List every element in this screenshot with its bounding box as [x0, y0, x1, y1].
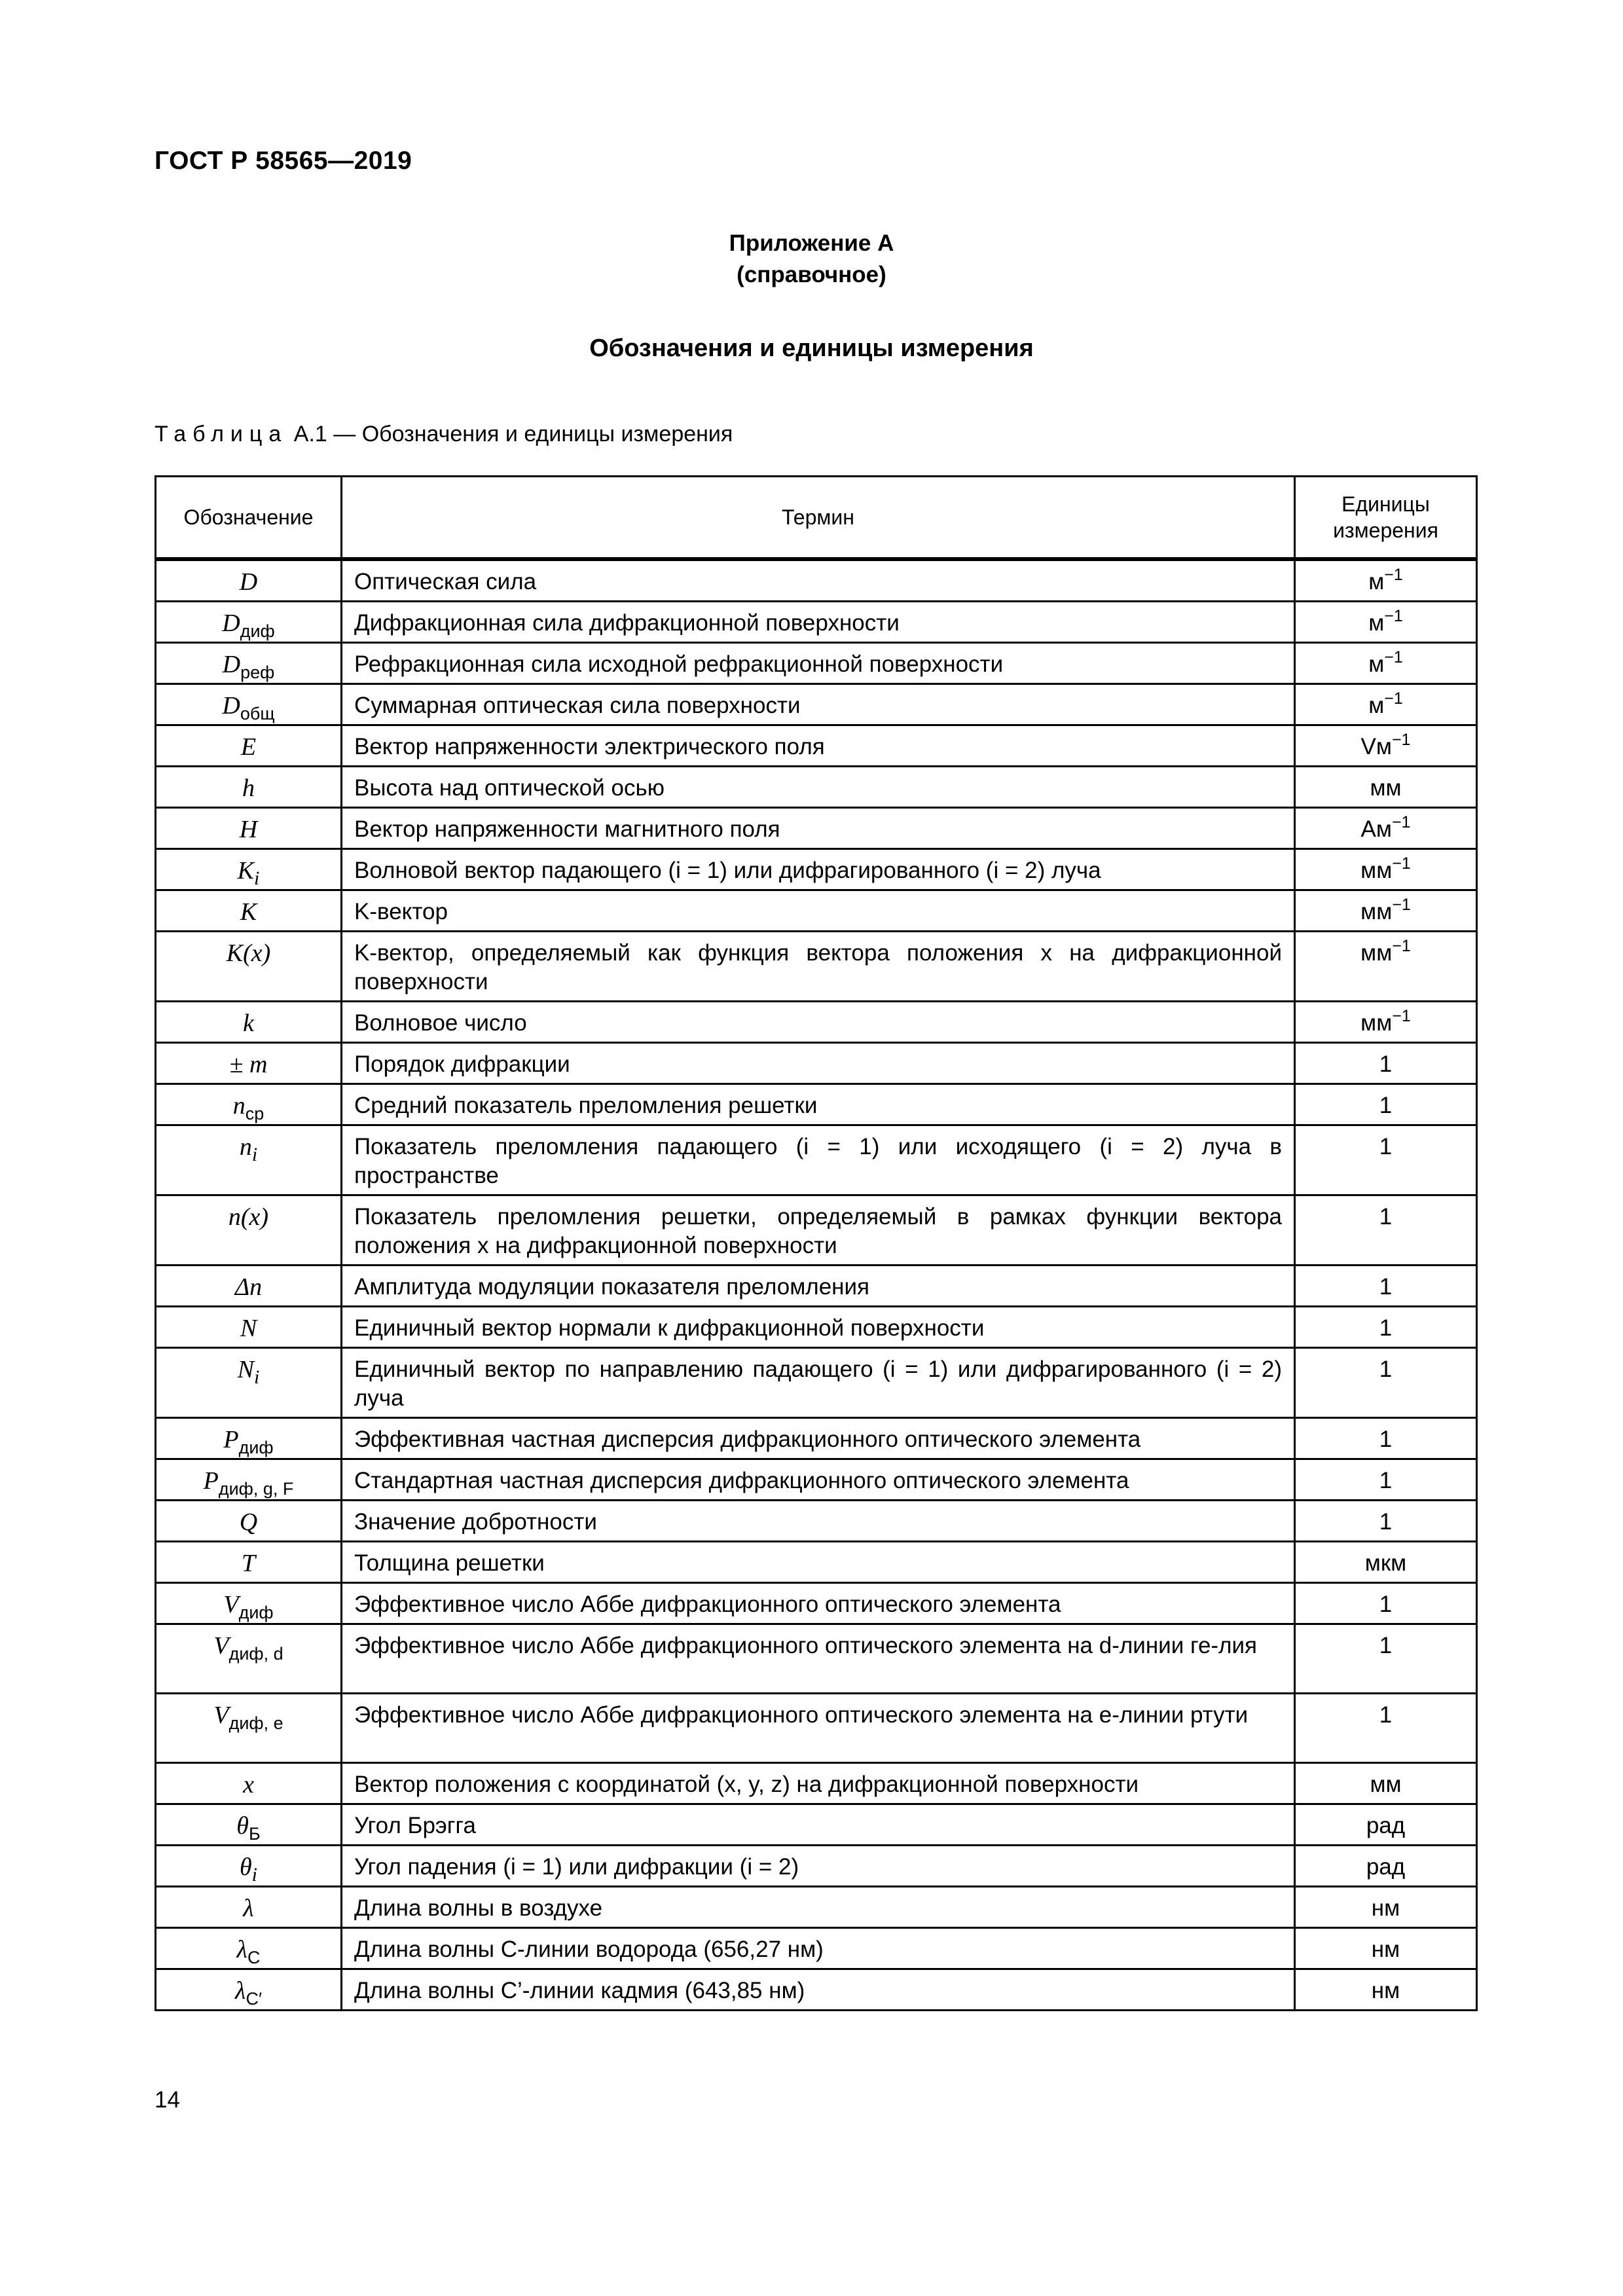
unit-cell: 1 [1295, 1694, 1477, 1763]
term-cell: Порядок дифракции [342, 1043, 1295, 1084]
symbol-cell: h [156, 767, 342, 808]
table-row [156, 1459, 1477, 1501]
table-row [156, 932, 1477, 1002]
unit-cell: 1 [1295, 1348, 1477, 1418]
unit-cell: 1 [1295, 1084, 1477, 1125]
unit-cell: 1 [1295, 1125, 1477, 1195]
unit-cell: $м^{-1}$ [1295, 643, 1477, 684]
symbol-cell: λ [156, 1887, 342, 1928]
term-cell: Волновое число [342, 1002, 1295, 1043]
term-cell: Длина волны С’-линии кадмия (643,85 нм) [342, 1969, 1295, 2011]
table-row [156, 1002, 1477, 1043]
table-row [156, 1969, 1477, 2011]
unit-cell: $Ам^{-1}$ [1295, 808, 1477, 849]
symbol-cell: $D_{общ}$ [156, 684, 342, 725]
unit-cell: 1 [1295, 1459, 1477, 1501]
table-row [156, 1043, 1477, 1084]
symbol-cell: Q [156, 1501, 342, 1542]
table-row [156, 725, 1477, 767]
term-cell: Длина волны в воздухе [342, 1887, 1295, 1928]
term-cell: K-вектор [342, 890, 1295, 932]
table-caption-label: Таблица [155, 422, 288, 446]
column-header-units [1295, 477, 1477, 560]
symbol-cell: $\theta_i$ [156, 1846, 342, 1887]
unit-cell: $м^{-1}$ [1295, 684, 1477, 725]
annex-type: (справочное) [737, 262, 886, 287]
column-header-units-line1: Единицы [1341, 492, 1430, 516]
unit-cell: мкм [1295, 1542, 1477, 1583]
symbol-cell: $\lambda_C$ [156, 1928, 342, 1969]
term-cell: Вектор положения с координатой (x, y, z) на дифракционной поверхности [342, 1763, 1295, 1804]
page-number: 14 [155, 2087, 180, 2113]
symbol-cell: $P_{диф}$ [156, 1418, 342, 1459]
unit-cell: 1 [1295, 1501, 1477, 1542]
table-row [156, 767, 1477, 808]
table-row [156, 1624, 1477, 1694]
symbol-cell: k [156, 1002, 342, 1043]
column-header-term: Термин [342, 477, 1295, 560]
symbol-cell: $D_{диф}$ [156, 602, 342, 643]
terms-table [155, 475, 1478, 2011]
unit-cell: $мм^{-1}$ [1295, 1002, 1477, 1043]
term-cell: Вектор напряженности магнитного поля [342, 808, 1295, 849]
unit-cell: 1 [1295, 1624, 1477, 1694]
symbol-cell: $n_i$ [156, 1125, 342, 1195]
term-cell: Рефракционная сила исходной рефракционной поверхности [342, 643, 1295, 684]
term-cell: Эффективное число Аббе дифракционного оптического элемента [342, 1583, 1295, 1624]
table-caption [155, 422, 733, 447]
document-id: ГОСТ Р 58565—2019 [155, 147, 412, 175]
unit-cell: 1 [1295, 1266, 1477, 1307]
term-cell: Амплитуда модуляции показателя преломления [342, 1266, 1295, 1307]
table-row [156, 559, 1477, 602]
unit-cell: рад [1295, 1804, 1477, 1846]
table-header-row [156, 477, 1477, 560]
term-cell: Волновой вектор падающего (i = 1) или дифрагированного (i = 2) луча [342, 849, 1295, 890]
symbol-cell: ± m [156, 1043, 342, 1084]
term-cell: Оптическая сила [342, 559, 1295, 602]
unit-cell: 1 [1295, 1043, 1477, 1084]
term-cell: Средний показатель преломления решетки [342, 1084, 1295, 1125]
table-row [156, 1125, 1477, 1195]
unit-cell: 1 [1295, 1418, 1477, 1459]
symbol-cell: T [156, 1542, 342, 1583]
table-row [156, 1307, 1477, 1348]
annex-label: Приложение А [729, 230, 894, 256]
symbol-cell: Δn [156, 1266, 342, 1307]
term-cell: Единичный вектор нормали к дифракционной поверхности [342, 1307, 1295, 1348]
column-header-units-line2: измерения [1333, 519, 1438, 542]
symbol-cell: n(x) [156, 1195, 342, 1266]
table-row [156, 1846, 1477, 1887]
unit-cell: $м^{-1}$ [1295, 602, 1477, 643]
term-cell: Показатель преломления падающего (i = 1) или исходящего (i = 2) луча в пространстве [342, 1125, 1295, 1195]
symbol-cell: $V_{диф, е}$ [156, 1694, 342, 1763]
table-row [156, 1763, 1477, 1804]
term-cell: Стандартная частная дисперсия дифракционного оптического элемента [342, 1459, 1295, 1501]
symbol-cell: $V_{диф}$ [156, 1583, 342, 1624]
table-row [156, 684, 1477, 725]
symbol-cell: $V_{диф, d}$ [156, 1624, 342, 1694]
unit-cell: нм [1295, 1887, 1477, 1928]
symbol-cell: $\lambda_{C'}$ [156, 1969, 342, 2011]
symbol-cell: D [156, 559, 342, 602]
symbol-cell: $K_i$ [156, 849, 342, 890]
unit-cell: $м^{-1}$ [1295, 559, 1477, 602]
table-row [156, 1694, 1477, 1763]
table-row [156, 1542, 1477, 1583]
unit-cell: нм [1295, 1928, 1477, 1969]
symbol-cell: K(x) [156, 932, 342, 1002]
table-row [156, 1348, 1477, 1418]
term-cell: Эффективная частная дисперсия дифракционного оптического элемента [342, 1418, 1295, 1459]
term-cell: Вектор напряженности электрического поля [342, 725, 1295, 767]
table-row [156, 808, 1477, 849]
symbol-cell: $N_i$ [156, 1348, 342, 1418]
term-cell: Угол падения (i = 1) или дифракции (i = 2) [342, 1846, 1295, 1887]
table-caption-text: А.1 — Обозначения и единицы измерения [293, 422, 733, 446]
unit-cell: мм [1295, 1763, 1477, 1804]
table-row [156, 1501, 1477, 1542]
table-row [156, 890, 1477, 932]
unit-cell: 1 [1295, 1307, 1477, 1348]
symbol-cell: H [156, 808, 342, 849]
unit-cell: $мм^{-1}$ [1295, 932, 1477, 1002]
unit-cell: мм [1295, 767, 1477, 808]
table-row [156, 1084, 1477, 1125]
table-row [156, 1266, 1477, 1307]
unit-cell: $мм^{-1}$ [1295, 890, 1477, 932]
unit-cell: 1 [1295, 1195, 1477, 1266]
symbol-cell: K [156, 890, 342, 932]
unit-cell: 1 [1295, 1583, 1477, 1624]
table-row [156, 1583, 1477, 1624]
symbol-cell: N [156, 1307, 342, 1348]
symbol-cell: $P_{диф, g, F}$ [156, 1459, 342, 1501]
table-row [156, 1195, 1477, 1266]
annex-title: Обозначения и единицы измерения [589, 335, 1034, 362]
symbol-cell: E [156, 725, 342, 767]
symbol-cell: x [156, 1763, 342, 1804]
term-cell: Высота над оптической осью [342, 767, 1295, 808]
table-row [156, 602, 1477, 643]
table-row [156, 1887, 1477, 1928]
table-row [156, 643, 1477, 684]
term-cell: Толщина решетки [342, 1542, 1295, 1583]
unit-cell: рад [1295, 1846, 1477, 1887]
term-cell: Показатель преломления решетки, определяемый в рамках функции вектора положения x на дифракционной поверхности [342, 1195, 1295, 1266]
unit-cell: $Vм^{-1}$ [1295, 725, 1477, 767]
term-cell: Угол Брэгга [342, 1804, 1295, 1846]
symbol-cell: $n_{ср}$ [156, 1084, 342, 1125]
term-cell: Длина волны С-линии водорода (656,27 нм) [342, 1928, 1295, 1969]
table-row [156, 1928, 1477, 1969]
term-cell: Значение добротности [342, 1501, 1295, 1542]
term-cell: Эффективное число Аббе дифракционного оптического элемента на d-линии ге-лия [342, 1624, 1295, 1694]
unit-cell: нм [1295, 1969, 1477, 2011]
term-cell: Дифракционная сила дифракционной поверхности [342, 602, 1295, 643]
term-cell: Единичный вектор по направлению падающего (i = 1) или дифрагированного (i = 2) луча [342, 1348, 1295, 1418]
column-header-symbol: Обозначение [156, 477, 342, 560]
term-cell: K-вектор, определяемый как функция вектора положения x на дифракционной поверхности [342, 932, 1295, 1002]
unit-cell: $мм^{-1}$ [1295, 849, 1477, 890]
symbol-cell: $\theta_Б$ [156, 1804, 342, 1846]
table-row [156, 849, 1477, 890]
term-cell: Эффективное число Аббе дифракционного оптического элемента на е-линии ртути [342, 1694, 1295, 1763]
table-row [156, 1804, 1477, 1846]
symbol-cell: $D_{реф}$ [156, 643, 342, 684]
term-cell: Суммарная оптическая сила поверхности [342, 684, 1295, 725]
table-row [156, 1418, 1477, 1459]
